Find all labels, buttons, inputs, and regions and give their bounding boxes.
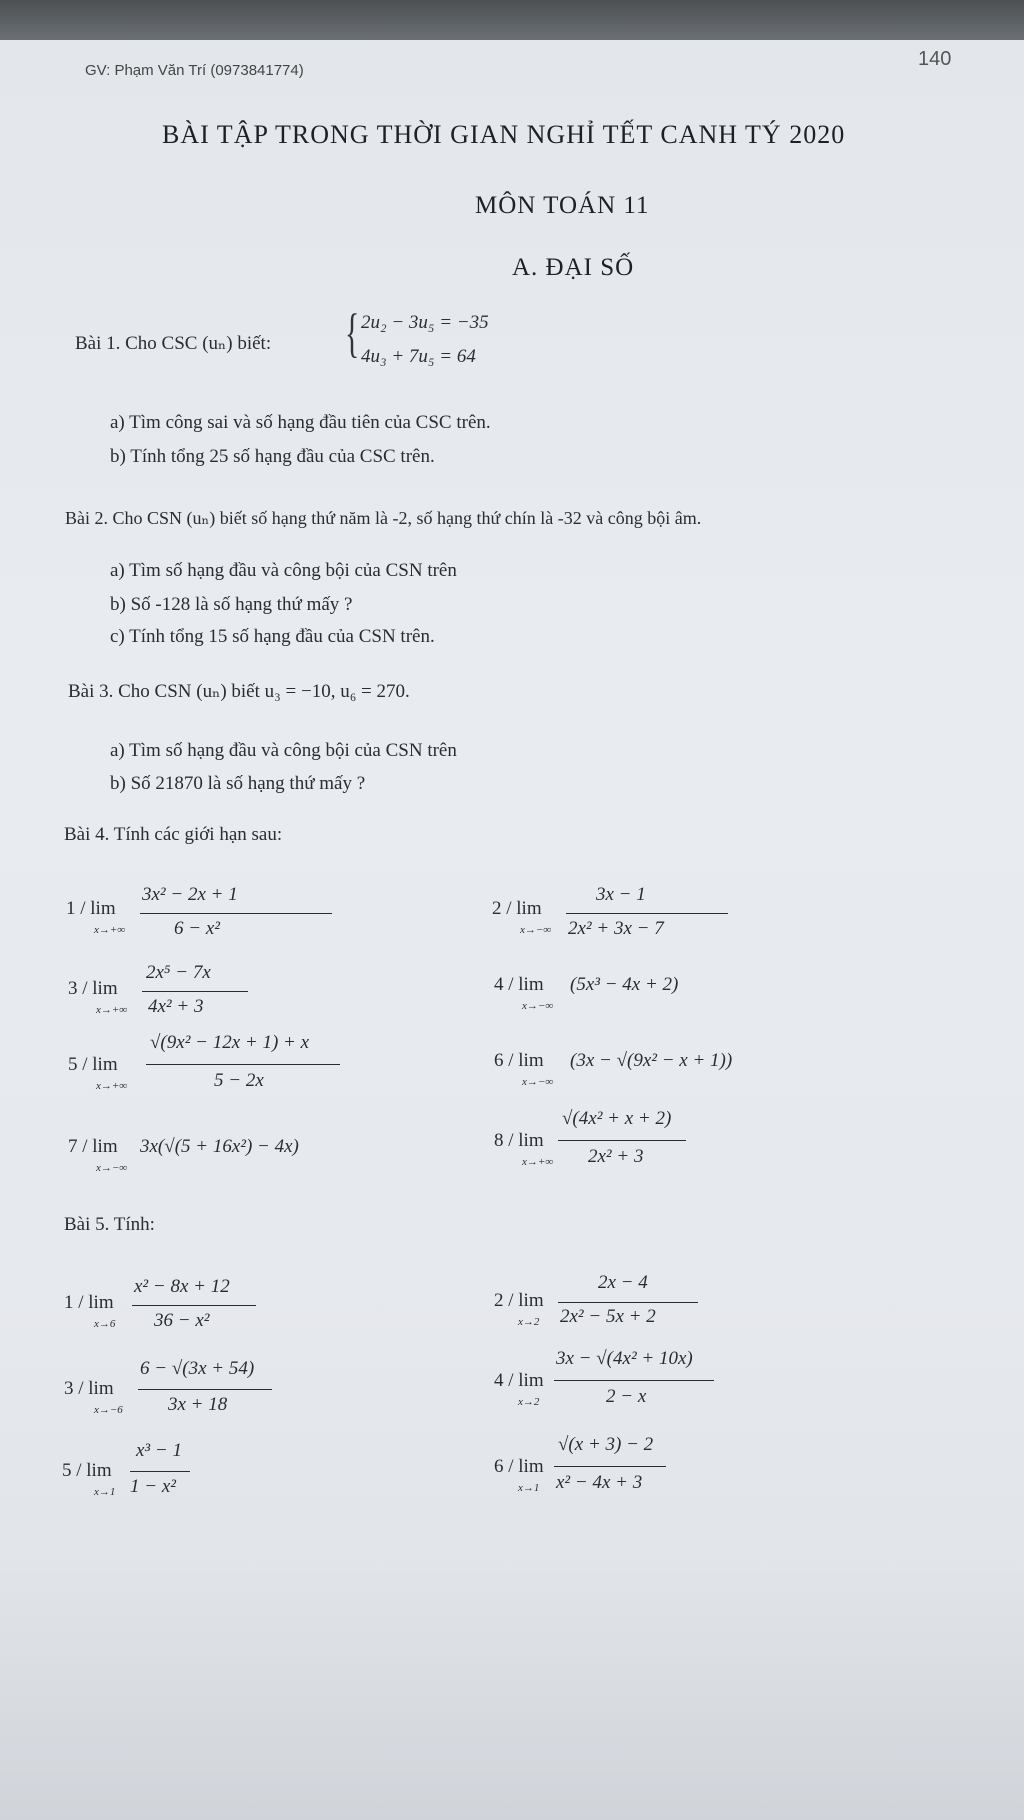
- fraction-numerator: √(4x² + x + 2): [562, 1108, 672, 1129]
- bai4-item-4: [494, 974, 679, 1012]
- limit-expression: (5x³ − 4x + 2): [570, 974, 679, 995]
- bai1-eq1: 2u₂ − 3u₅ = −35: [361, 312, 489, 333]
- bai1-a: a) Tìm công sai và số hạng đầu tiên của CSC trên.: [110, 412, 491, 433]
- fraction-numerator: √(x + 3) − 2: [558, 1434, 654, 1455]
- fraction-denominator: 36 − x²: [154, 1310, 210, 1331]
- limit-expression: (3x − √(9x² − x + 1)): [570, 1050, 733, 1071]
- limit-subscript: x→+∞: [96, 1080, 128, 1092]
- limit-subscript: x→+∞: [94, 924, 126, 936]
- teacher-name: GV: Phạm Văn Trí (0973841774): [85, 62, 304, 79]
- limit-label: 5 / lim: [62, 1460, 112, 1481]
- bai2-intro: Bài 2. Cho CSN (uₙ) biết số hạng thứ năm là -2, số hạng thứ chín là -32 và công bội âm.: [65, 508, 702, 528]
- limit-subscript: x→−∞: [96, 1162, 128, 1174]
- limit-subscript: x→−∞: [522, 1000, 554, 1012]
- bai2-b: b) Số -128 là số hạng thứ mấy ?: [110, 594, 353, 615]
- limit-label: 8 / lim: [494, 1130, 544, 1151]
- limit-expression: 3x(√(5 + 16x²) − 4x): [140, 1136, 299, 1157]
- limit-label: 4 / lim: [494, 974, 544, 995]
- fraction-denominator: 2x² − 5x + 2: [560, 1306, 656, 1327]
- limit-subscript: x→−∞: [522, 1076, 554, 1088]
- bai5-item-1: [64, 1276, 230, 1331]
- limit-label: 1 / lim: [64, 1292, 114, 1313]
- limit-label: 6 / lim: [494, 1456, 544, 1477]
- fraction-bar: [554, 1380, 714, 1381]
- fraction-numerator: 3x − √(4x² + 10x): [556, 1348, 693, 1369]
- photo-background-top: [0, 0, 1024, 40]
- bai5-title: Bài 5. Tính:: [64, 1214, 155, 1235]
- bai4-item-1: [66, 884, 238, 939]
- bai4-item-5: [68, 1032, 310, 1092]
- bai4-item-6: [494, 1050, 733, 1088]
- bai2-c: c) Tính tổng 15 số hạng đầu của CSN trên.: [110, 626, 435, 647]
- fraction-bar: [130, 1471, 190, 1472]
- bai4-item-8: [494, 1108, 672, 1168]
- section-title: A. ĐẠI SỐ: [512, 254, 635, 281]
- limit-label: 3 / lim: [64, 1378, 114, 1399]
- limit-label: 4 / lim: [494, 1370, 544, 1391]
- fraction-bar: [140, 913, 332, 914]
- bai2-a: a) Tìm số hạng đầu và công bội của CSN trên: [110, 560, 457, 581]
- limit-label: 6 / lim: [494, 1050, 544, 1071]
- fraction-denominator: 5 − 2x: [214, 1070, 264, 1091]
- fraction-numerator: 2x − 4: [598, 1272, 648, 1293]
- fraction-numerator: x² − 8x + 12: [134, 1276, 230, 1297]
- limit-subscript: x→+∞: [522, 1156, 554, 1168]
- fraction-denominator: 4x² + 3: [148, 996, 204, 1017]
- limit-subscript: x→2: [518, 1396, 540, 1408]
- bai5-item-4: [494, 1348, 693, 1408]
- worksheet-page: [0, 40, 1024, 1820]
- fraction-denominator: 2x² + 3x − 7: [568, 918, 664, 939]
- fraction-numerator: √(9x² − 12x + 1) + x: [150, 1032, 310, 1053]
- limit-subscript: x→1: [94, 1486, 116, 1498]
- fraction-bar: [138, 1389, 272, 1390]
- fraction-denominator: 3x + 18: [168, 1394, 228, 1415]
- limit-label: 3 / lim: [68, 978, 118, 999]
- fraction-bar: [558, 1140, 686, 1141]
- bai5-item-5: [62, 1440, 182, 1498]
- subject-title: MÔN TOÁN 11: [475, 192, 650, 219]
- bai3-a: a) Tìm số hạng đầu và công bội của CSN trên: [110, 740, 457, 761]
- bai3-b: b) Số 21870 là số hạng thứ mấy ?: [110, 773, 366, 794]
- bai5-item-6: [494, 1434, 654, 1494]
- limit-label: 2 / lim: [492, 898, 542, 919]
- fraction-denominator: x² − 4x + 3: [556, 1472, 643, 1493]
- bai1-b: b) Tính tổng 25 số hạng đầu của CSC trên.: [110, 446, 435, 467]
- fraction-bar: [566, 913, 728, 914]
- fraction-bar: [554, 1466, 666, 1467]
- limit-label: 2 / lim: [494, 1290, 544, 1311]
- fraction-bar: [142, 991, 248, 992]
- fraction-bar: [132, 1305, 256, 1306]
- fraction-numerator: 3x² − 2x + 1: [142, 884, 238, 905]
- limit-label: 7 / lim: [68, 1136, 118, 1157]
- limit-label: 5 / lim: [68, 1054, 118, 1075]
- fraction-denominator: 6 − x²: [174, 918, 220, 939]
- page-mark: 140: [918, 48, 952, 70]
- fraction-denominator: 1 − x²: [130, 1476, 176, 1497]
- paper-shadow: [0, 1560, 1024, 1820]
- fraction-numerator: 3x − 1: [596, 884, 646, 905]
- bai4-item-7: [68, 1136, 299, 1174]
- bai5-item-3: [64, 1358, 255, 1416]
- fraction-numerator: x³ − 1: [136, 1440, 182, 1461]
- limit-subscript: x→−∞: [520, 924, 552, 936]
- bai4-item-3: [68, 962, 211, 1017]
- system-brace: {: [345, 303, 360, 363]
- fraction-bar: [558, 1302, 698, 1303]
- bai4-item-2: [492, 884, 664, 939]
- limit-subscript: x→1: [518, 1482, 540, 1494]
- page-title: BÀI TẬP TRONG THỜI GIAN NGHỈ TẾT CANH TÝ 2020: [162, 120, 846, 149]
- bai1-intro: Bài 1. Cho CSC (uₙ) biết:: [75, 333, 272, 354]
- fraction-numerator: 2x⁵ − 7x: [146, 962, 211, 983]
- bai4-title: Bài 4. Tính các giới hạn sau:: [64, 824, 283, 845]
- bai3-intro: Bài 3. Cho CSN (uₙ) biết u₃ = −10, u₆ = 270.: [68, 681, 410, 702]
- fraction-denominator: 2 − x: [606, 1386, 647, 1407]
- bai5-item-2: [494, 1272, 656, 1328]
- fraction-denominator: 2x² + 3: [588, 1146, 644, 1167]
- limit-subscript: x→2: [518, 1316, 540, 1328]
- fraction-numerator: 6 − √(3x + 54): [140, 1358, 255, 1379]
- limit-subscript: x→−6: [94, 1404, 123, 1416]
- limit-subscript: x→6: [94, 1318, 116, 1330]
- limit-label: 1 / lim: [66, 898, 116, 919]
- bai1-eq2: 4u₃ + 7u₅ = 64: [361, 346, 476, 367]
- limit-subscript: x→+∞: [96, 1004, 128, 1016]
- fraction-bar: [146, 1064, 340, 1065]
